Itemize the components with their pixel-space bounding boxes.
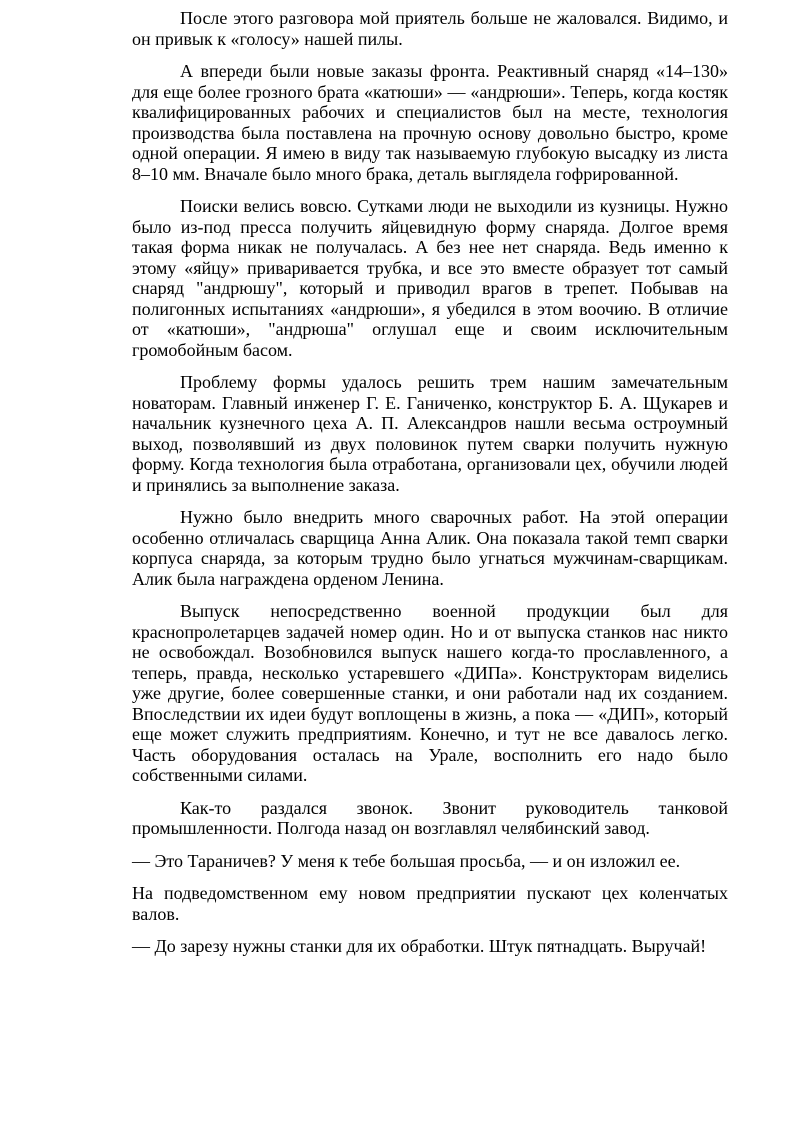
paragraph-4: Проблему формы удалось решить трем нашим замечательным новаторам. Главный инженер Г. Е. Ганиченко, конструктор Б. А. Щукарев и начальник кузнечного цеха А. П. Александров нашли весьма остроумный выход, позволявший из двух половинок путем сварки получить нужную форму. Когда технология была отработана, организовали цех, обучили людей и принялись за выполнение заказа. [132, 372, 728, 495]
dialogue-line-1: — Это Тараничев? У меня к тебе большая просьба, — и он изложил ее. [132, 850, 681, 871]
dialogue-line-2: — До зарезу нужны станки для их обработки. Штук пятнадцать. Выручай! [132, 936, 707, 956]
paragraph-6: Выпуск непосредственно военной продукции был для краснопролетарцев задачей номер один. Но и от выпуска станков нас никто не освобождал. Возобновился выпуск нашего когда-то прославленного, а теперь, правда, несколько устаревшего «ДИПа». Конструкторам виделись уже другие, более совершенные станки, и они работали над их созданием. Впоследствии их идеи будут воплощены в жизнь, а пока — «ДИП», который еще может служить предприятиям. Конечно, и тут не все давалось легко. Часть оборудования осталась на Урале, восполнить его надо было собственными силами. [132, 601, 728, 785]
document-page [132, 8, 728, 969]
paragraph-8: На подведомственном ему новом предприятии пускают цех коленчатых валов. [132, 883, 728, 924]
paragraph-2: А впереди были новые заказы фронта. Реактивный снаряд «14–130» для еще более грозного брата «катюши» — «андрюши». Теперь, когда костяк квалифицированных рабочих и специалистов был на месте, технология производства была поставлена на прочную основу довольно быстро, кроме одной операции. Я имею в виду так называемую глубокую высадку из листа 8–10 мм. Вначале было много брака, деталь выглядела гофрированной. [132, 61, 728, 184]
paragraph-3: Поиски велись вовсю. Сутками люди не выходили из кузницы. Нужно было из-под пресса получить яйцевидную форму снаряда. Долгое время такая форма никак не получалась. А без нее нет снаряда. Ведь именно к этому «яйцу» приваривается трубка, и все это вместе образует тот самый снаряд "андрюшу", который и приводил врагов в трепет. Побывав на полигонных испытаниях «андрюши», я убедился в этом воочию. В отличие от «катюши», "андрюша" оглушал еще и своим исключительным громобойным басом. [132, 196, 728, 360]
paragraph-7: Как-то раздался звонок. Звонит руководитель танковой промышленности. Полгода назад он возглавлял челябинский завод. [132, 797, 728, 838]
paragraph-5: Нужно было внедрить много сварочных работ. На этой операции особенно отличалась сварщица Анна Алик. Она показала такой темп сварки корпуса снаряда, за которым трудно было угнаться мужчинам-сварщикам. Алик была награждена орденом Ленина. [132, 507, 728, 589]
paragraph-1: После этого разговора мой приятель больше не жаловался. Видимо, и он привык к «голосу» нашей пилы. [132, 8, 728, 49]
